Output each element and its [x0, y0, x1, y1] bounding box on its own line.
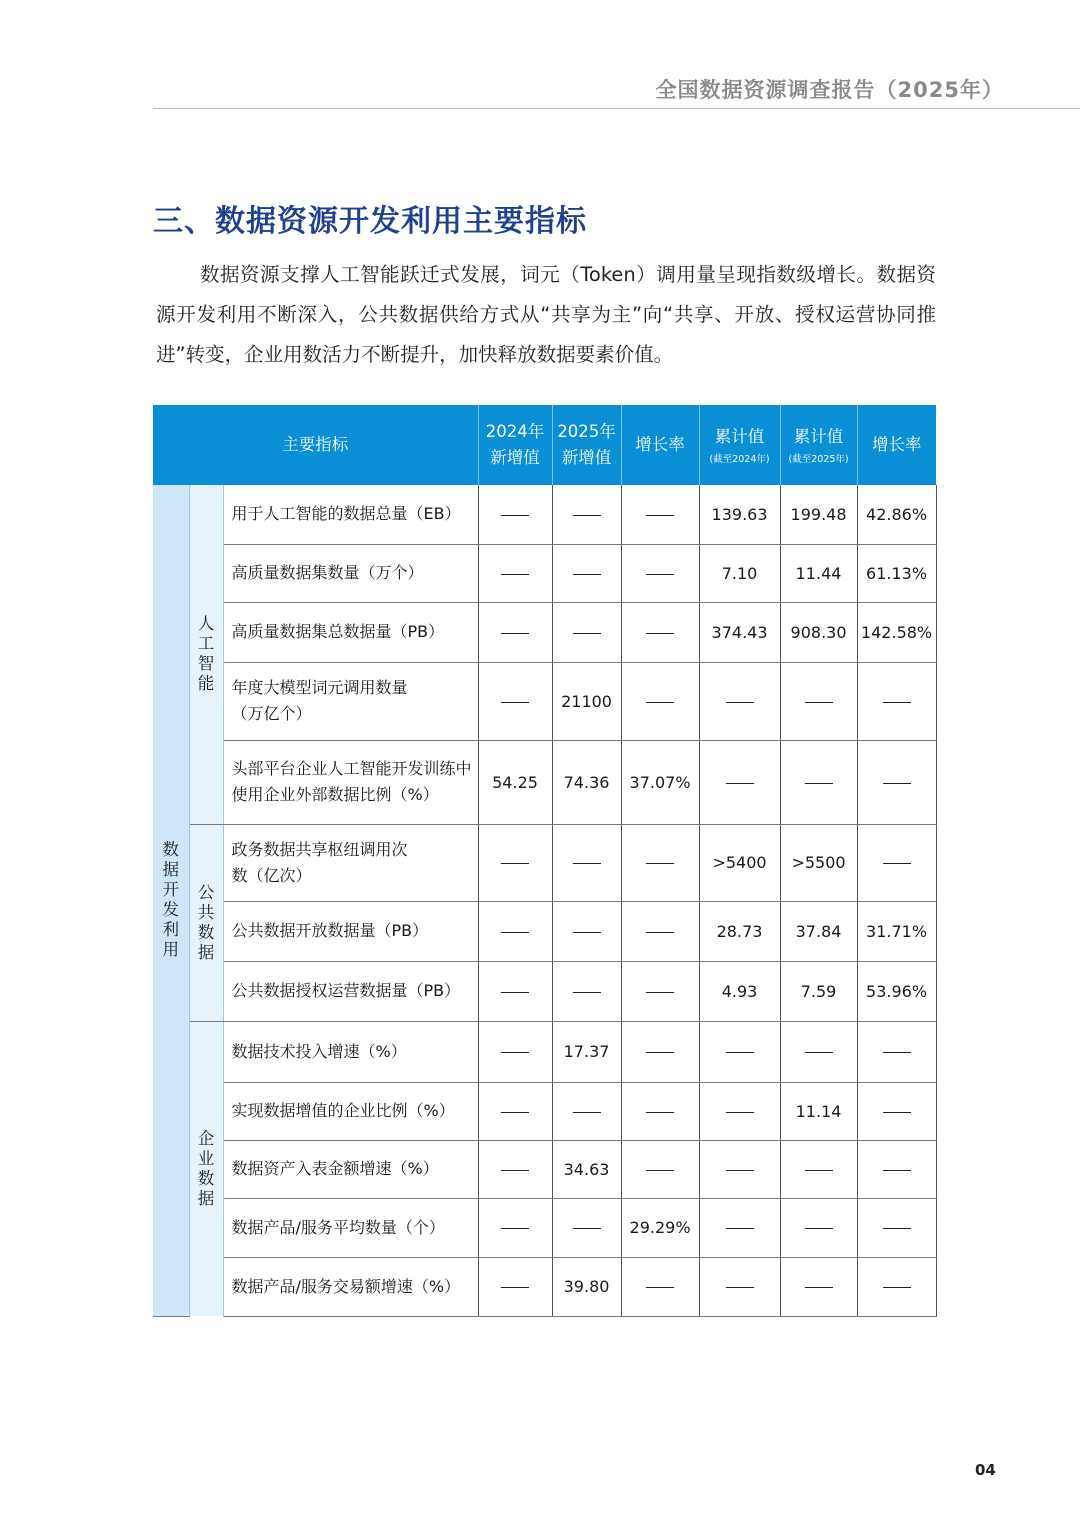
empty-dash-cell [699, 1198, 780, 1257]
header-growth-rate-2: 增长率 [857, 405, 936, 485]
empty-dash-cell [699, 740, 780, 824]
dash-mark [501, 932, 529, 933]
table-row [153, 602, 936, 662]
empty-dash-cell [552, 1198, 621, 1257]
empty-dash-cell [478, 1021, 552, 1082]
value-cell-growth1: 37.07% [621, 740, 699, 824]
dash-mark [573, 863, 601, 864]
header-indicator: 主要指标 [153, 405, 478, 485]
empty-dash-cell [699, 1082, 780, 1140]
dash-mark [726, 1170, 754, 1171]
empty-dash-cell [699, 662, 780, 740]
section-title: 三、数据资源开发利用主要指标 [153, 204, 587, 239]
empty-dash-cell [780, 662, 857, 740]
empty-dash-cell [699, 1140, 780, 1198]
empty-dash-cell [780, 1021, 857, 1082]
empty-dash-cell [478, 544, 552, 602]
value-cell-new2025: 21100 [552, 662, 621, 740]
indicator-name: 数据资产入表金额增速（%） [223, 1140, 478, 1198]
dash-mark [726, 783, 754, 784]
category-label: 数据开发利用 [162, 840, 179, 960]
dash-mark [646, 992, 674, 993]
group-label-enterprise: 企业数据 [197, 1128, 215, 1208]
header-growth-rate-1: 增长率 [621, 405, 699, 485]
empty-dash-cell [478, 662, 552, 740]
table-row [153, 544, 936, 602]
header-cumulative-2025-label: 累计值 [793, 427, 844, 446]
dash-mark [726, 1052, 754, 1053]
dash-mark [883, 1052, 911, 1053]
empty-dash-cell [552, 485, 621, 544]
table-row [153, 1257, 936, 1316]
dash-mark [726, 1287, 754, 1288]
dash-mark [501, 702, 529, 703]
empty-dash-cell [857, 1082, 936, 1140]
indicator-name: 公共数据授权运营数据量（PB） [223, 961, 478, 1021]
table-row [153, 901, 936, 961]
empty-dash-cell [478, 1257, 552, 1316]
empty-dash-cell [621, 544, 699, 602]
header-divider [153, 108, 1080, 109]
dash-mark [646, 515, 674, 516]
page-number: 04 [975, 1461, 996, 1479]
indicator-name: 头部平台企业人工智能开发训练中使用企业外部数据比例（%） [223, 740, 478, 824]
value-cell-cum2024: 374.43 [699, 602, 780, 662]
empty-dash-cell [478, 1082, 552, 1140]
table-row [153, 740, 936, 824]
empty-dash-cell [478, 824, 552, 901]
dash-mark [726, 702, 754, 703]
dash-mark [883, 863, 911, 864]
category-cell [153, 485, 189, 1316]
empty-dash-cell [621, 662, 699, 740]
group-label-public: 公共数据 [197, 882, 215, 962]
empty-dash-cell [857, 1257, 936, 1316]
indicator-name: 数据产品/服务平均数量（个） [223, 1198, 478, 1257]
header-cumulative-2025-note: (截至2025年) [788, 454, 849, 465]
value-cell-new2024: 54.25 [478, 740, 552, 824]
indicator-table [153, 405, 937, 1317]
dash-mark [573, 1112, 601, 1113]
empty-dash-cell [621, 1140, 699, 1198]
dash-mark [501, 1052, 529, 1053]
empty-dash-cell [552, 901, 621, 961]
header-cumulative-2024 [699, 405, 780, 485]
value-cell-growth2: 142.58% [857, 602, 936, 662]
dash-mark [501, 633, 529, 634]
dash-mark [883, 783, 911, 784]
value-cell-new2025: 74.36 [552, 740, 621, 824]
indicator-name: 年度大模型词元调用数量（万亿个） [223, 662, 478, 740]
indicator-name: 数据技术投入增速（%） [223, 1021, 478, 1082]
report-header-title: 全国数据资源调查报告（2025年） [655, 78, 1004, 102]
indicator-name: 用于人工智能的数据总量（EB） [223, 485, 478, 544]
dash-mark [805, 1287, 833, 1288]
header-new-2024 [478, 405, 552, 485]
dash-mark [646, 1170, 674, 1171]
dash-mark [573, 515, 601, 516]
empty-dash-cell [478, 602, 552, 662]
empty-dash-cell [857, 1198, 936, 1257]
table-header-row [153, 405, 936, 485]
dash-mark [883, 1228, 911, 1229]
value-cell-growth2: 53.96% [857, 961, 936, 1021]
table-row [153, 824, 936, 901]
header-cumulative-2024-note: (截至2024年) [709, 454, 770, 465]
dash-mark [726, 1228, 754, 1229]
empty-dash-cell [478, 485, 552, 544]
empty-dash-cell [478, 1198, 552, 1257]
header-cumulative-2024-label: 累计值 [714, 427, 765, 446]
table-row [153, 1082, 936, 1140]
dash-mark [646, 1287, 674, 1288]
dash-mark [805, 1170, 833, 1171]
dash-mark [883, 702, 911, 703]
dash-mark [501, 863, 529, 864]
dash-mark [646, 863, 674, 864]
value-cell-growth2: 61.13% [857, 544, 936, 602]
group-cell-enterprise [189, 1021, 223, 1316]
table-row [153, 961, 936, 1021]
value-cell-new2025: 17.37 [552, 1021, 621, 1082]
dash-mark [883, 1170, 911, 1171]
value-cell-cum2025: 908.30 [780, 602, 857, 662]
empty-dash-cell [478, 901, 552, 961]
empty-dash-cell [621, 602, 699, 662]
dash-mark [573, 574, 601, 575]
dash-mark [646, 702, 674, 703]
header-cumulative-2025 [780, 405, 857, 485]
indicator-name: 高质量数据集总数据量（PB） [223, 602, 478, 662]
empty-dash-cell [552, 961, 621, 1021]
empty-dash-cell [621, 1082, 699, 1140]
empty-dash-cell [478, 961, 552, 1021]
value-cell-cum2025: 11.44 [780, 544, 857, 602]
value-cell-growth2: 31.71% [857, 901, 936, 961]
dash-mark [646, 1052, 674, 1053]
table-row [153, 1140, 936, 1198]
value-cell-cum2024: 7.10 [699, 544, 780, 602]
table-row [153, 485, 936, 544]
value-cell-cum2024: >5400 [699, 824, 780, 901]
empty-dash-cell [552, 1082, 621, 1140]
dash-mark [646, 633, 674, 634]
indicator-name: 公共数据开放数据量（PB） [223, 901, 478, 961]
header-new-2024-line1: 2024年 [485, 422, 545, 441]
dash-mark [501, 574, 529, 575]
empty-dash-cell [699, 1257, 780, 1316]
indicator-name: 数据产品/服务交易额增速（%） [223, 1257, 478, 1316]
dash-mark [646, 574, 674, 575]
empty-dash-cell [699, 1021, 780, 1082]
empty-dash-cell [552, 544, 621, 602]
header-new-2024-line2: 新增值 [490, 448, 540, 467]
dash-mark [501, 1170, 529, 1171]
empty-dash-cell [780, 740, 857, 824]
value-cell-new2025: 39.80 [552, 1257, 621, 1316]
empty-dash-cell [780, 1140, 857, 1198]
intro-text: 数据资源支撑人工智能跃迁式发展，词元（Token）调用量呈现指数级增长。数据资源开发利用不断深入，公共数据供给方式从“共享为主”向“共享、开放、授权运营协同推进”转变，企业用数活力不断提升，加快释放数据要素价值。 [156, 263, 936, 366]
value-cell-cum2024: 28.73 [699, 901, 780, 961]
dash-mark [501, 1228, 529, 1229]
empty-dash-cell [857, 740, 936, 824]
dash-mark [501, 1112, 529, 1113]
dash-mark [646, 1112, 674, 1113]
header-new-2025 [552, 405, 621, 485]
indicator-name: 实现数据增值的企业比例（%） [223, 1082, 478, 1140]
dash-mark [805, 783, 833, 784]
group-cell-public [189, 824, 223, 1021]
dash-mark [805, 702, 833, 703]
table-row [153, 1198, 936, 1257]
empty-dash-cell [621, 1257, 699, 1316]
value-cell-cum2025: >5500 [780, 824, 857, 901]
indicator-name: 政务数据共享枢纽调用次数（亿次） [223, 824, 478, 901]
dash-mark [573, 992, 601, 993]
empty-dash-cell [621, 485, 699, 544]
empty-dash-cell [552, 602, 621, 662]
empty-dash-cell [857, 1021, 936, 1082]
empty-dash-cell [857, 1140, 936, 1198]
header-new-2025-line2: 新增值 [561, 448, 612, 467]
value-cell-cum2024: 139.63 [699, 485, 780, 544]
intro-paragraph [156, 255, 936, 375]
dash-mark [501, 1287, 529, 1288]
empty-dash-cell [621, 1021, 699, 1082]
empty-dash-cell [621, 901, 699, 961]
group-cell-ai [189, 485, 223, 824]
dash-mark [501, 515, 529, 516]
empty-dash-cell [552, 824, 621, 901]
empty-dash-cell [621, 824, 699, 901]
value-cell-cum2025: 11.14 [780, 1082, 857, 1140]
value-cell-growth1: 29.29% [621, 1198, 699, 1257]
value-cell-cum2025: 7.59 [780, 961, 857, 1021]
value-cell-cum2024: 4.93 [699, 961, 780, 1021]
value-cell-growth2: 42.86% [857, 485, 936, 544]
indicator-name: 高质量数据集数量（万个） [223, 544, 478, 602]
value-cell-cum2025: 199.48 [780, 485, 857, 544]
table-row [153, 1021, 936, 1082]
group-label-ai: 人工智能 [197, 614, 215, 694]
empty-dash-cell [621, 961, 699, 1021]
empty-dash-cell [780, 1257, 857, 1316]
dash-mark [726, 1112, 754, 1113]
value-cell-new2025: 34.63 [552, 1140, 621, 1198]
dash-mark [501, 992, 529, 993]
empty-dash-cell [780, 1198, 857, 1257]
dash-mark [805, 1052, 833, 1053]
dash-mark [646, 932, 674, 933]
dash-mark [883, 1112, 911, 1113]
empty-dash-cell [478, 1140, 552, 1198]
dash-mark [573, 1228, 601, 1229]
dash-mark [573, 932, 601, 933]
empty-dash-cell [857, 824, 936, 901]
header-new-2025-line1: 2025年 [557, 422, 616, 441]
table-row [153, 662, 936, 740]
dash-mark [573, 633, 601, 634]
dash-mark [805, 1228, 833, 1229]
dash-mark [883, 1287, 911, 1288]
value-cell-cum2025: 37.84 [780, 901, 857, 961]
empty-dash-cell [857, 662, 936, 740]
